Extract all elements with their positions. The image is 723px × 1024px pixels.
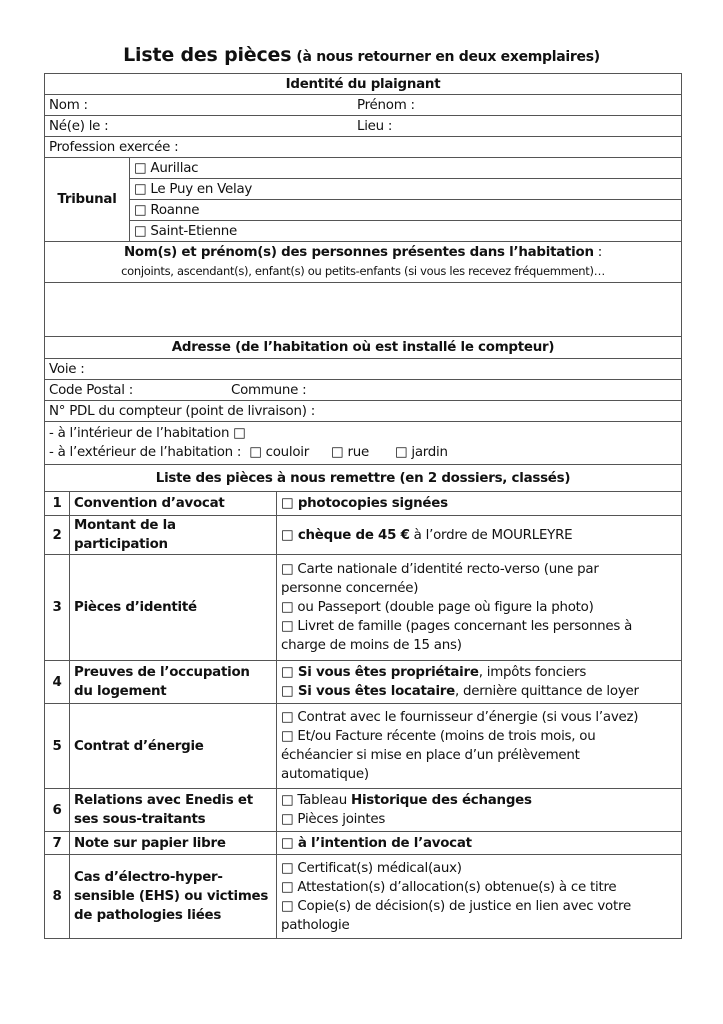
piece-description-line — [281, 897, 677, 916]
title-note: (à nous retourner en deux exemplaires) — [296, 49, 600, 65]
piece-number: 5 — [45, 704, 70, 789]
piece-checkbox-option[interactable]: □ Carte nationale d’identité recto-verso (une par — [281, 562, 599, 577]
code-postal-field[interactable]: Code Postal : — [49, 382, 133, 398]
option-rue[interactable]: □ rue — [331, 445, 369, 460]
piece-text: charge de moins de 15 ans) — [281, 638, 462, 653]
personnes-subtitle: conjoints, ascendant(s), enfant(s) ou petits-enfants (si vous les recevez fréquemment)… — [121, 264, 605, 278]
title-main: Liste des pièces — [123, 44, 292, 66]
piece-text: , dernière quittance de loyer — [454, 684, 639, 699]
piece-checkbox-option[interactable]: □ Si vous êtes propriétaire — [281, 665, 479, 680]
piece-description-line — [281, 682, 677, 701]
naissance-row — [45, 116, 682, 137]
code-postal-row — [45, 380, 682, 401]
option-jardin[interactable]: □ jardin — [394, 445, 448, 460]
piece-description — [277, 789, 682, 832]
piece-label: Pièces d’identité — [70, 555, 277, 661]
piece-checkbox-option[interactable]: □ Si vous êtes locataire — [281, 684, 455, 699]
piece-label: Montant de la participation — [70, 516, 277, 555]
pieces-header: Liste des pièces à nous remettre (en 2 dossiers, classés) — [45, 465, 682, 492]
piece-description-line — [281, 834, 677, 853]
personnes-header-cell — [45, 242, 682, 283]
piece-checkbox-option[interactable]: □ chèque de 45 € — [281, 527, 410, 543]
piece-checkbox-option[interactable]: □ Livret de famille (pages concernant les personnes à — [281, 619, 633, 634]
piece-description-line — [281, 916, 677, 935]
piece-description-line — [281, 494, 677, 513]
tribunal-option-aurillac[interactable]: □ Aurillac — [130, 158, 682, 179]
personnes-header: Nom(s) et prénom(s) des personnes présentes dans l’habitation — [123, 245, 594, 260]
piece-label: Preuves de l’occupation du logement — [70, 661, 277, 704]
piece-text: automatique) — [281, 767, 369, 782]
piece-number: 2 — [45, 516, 70, 555]
piece-row — [45, 855, 682, 939]
piece-description-line — [281, 560, 677, 579]
nom-field[interactable]: Nom : — [49, 97, 88, 113]
prenom-field[interactable]: Prénom : — [357, 97, 415, 113]
commune-field[interactable]: Commune : — [231, 382, 307, 398]
piece-text: à l’ordre de MOURLEYRE — [409, 527, 573, 543]
piece-description-line — [281, 617, 677, 636]
piece-text: échéancier si mise en place d’un prélèvement — [281, 748, 580, 763]
piece-text: Historique des échanges — [350, 793, 532, 808]
nele-field[interactable]: Né(e) le : — [49, 118, 109, 134]
piece-row — [45, 555, 682, 661]
piece-text: , impôts fonciers — [478, 665, 587, 680]
piece-description-line — [281, 791, 677, 810]
piece-label: Note sur papier libre — [70, 832, 277, 855]
option-couloir[interactable]: □ couloir — [249, 445, 310, 460]
piece-row — [45, 704, 682, 789]
piece-checkbox-option[interactable]: □ Tableau — [281, 793, 351, 808]
piece-description-line — [281, 663, 677, 682]
piece-description-line — [281, 878, 677, 897]
tribunal-label: Tribunal — [45, 158, 130, 242]
identite-header: Identité du plaignant — [45, 74, 682, 95]
piece-text: pathologie — [281, 917, 350, 933]
piece-checkbox-option[interactable]: □ Contrat avec le fournisseur d’énergie (si vous l’avez) — [281, 710, 639, 725]
lieu-field[interactable]: Lieu : — [357, 118, 393, 134]
pdl-field[interactable]: N° PDL du compteur (point de livraison) : — [45, 401, 682, 422]
personnes-header-colon: : — [593, 245, 603, 260]
adresse-header: Adresse (de l’habitation où est installé le compteur) — [45, 337, 682, 359]
profession-field[interactable]: Profession exercée : — [45, 137, 682, 158]
piece-row — [45, 661, 682, 704]
nom-prenom-row — [45, 95, 682, 116]
piece-number: 4 — [45, 661, 70, 704]
piece-description — [277, 555, 682, 661]
piece-description — [277, 516, 682, 555]
exterieur-label: - à l’extérieur de l’habitation : — [49, 445, 242, 460]
piece-description-line — [281, 526, 677, 545]
piece-description — [277, 661, 682, 704]
piece-checkbox-option[interactable]: □ Copie(s) de décision(s) de justice en lien avec votre — [281, 898, 631, 914]
piece-checkbox-option[interactable]: □ photocopies signées — [281, 496, 448, 511]
piece-description-line — [281, 708, 677, 727]
piece-number: 6 — [45, 789, 70, 832]
piece-label: Convention d’avocat — [70, 492, 277, 516]
piece-checkbox-option[interactable]: □ Et/ou Facture récente (moins de trois mois, ou — [281, 729, 596, 744]
piece-description — [277, 704, 682, 789]
interieur-option[interactable]: - à l’intérieur de l’habitation □ — [49, 426, 246, 441]
piece-row — [45, 516, 682, 555]
piece-number: 1 — [45, 492, 70, 516]
pieces-list — [45, 492, 682, 939]
piece-description-line — [281, 810, 677, 829]
piece-description — [277, 832, 682, 855]
piece-description-line — [281, 579, 677, 598]
piece-number: 8 — [45, 855, 70, 939]
piece-checkbox-option[interactable]: □ ou Passeport (double page où figure la photo) — [281, 600, 594, 615]
piece-description — [277, 855, 682, 939]
piece-label: Contrat d’énergie — [70, 704, 277, 789]
piece-checkbox-option[interactable]: □ Pièces jointes — [281, 812, 386, 827]
emplacement-compteur — [45, 422, 682, 465]
piece-description-line — [281, 636, 677, 655]
voie-field[interactable]: Voie : — [45, 359, 682, 380]
piece-text: personne concernée) — [281, 581, 419, 596]
piece-row — [45, 832, 682, 855]
piece-row — [45, 789, 682, 832]
tribunal-option-le-puy[interactable]: □ Le Puy en Velay — [130, 179, 682, 200]
piece-description-line — [281, 765, 677, 784]
piece-description — [277, 492, 682, 516]
piece-description-line — [281, 746, 677, 765]
page-title — [0, 44, 723, 66]
piece-description-line — [281, 727, 677, 746]
piece-row — [45, 492, 682, 516]
piece-label: Relations avec Enedis et ses sous-traitants — [70, 789, 277, 832]
form-table — [44, 73, 682, 939]
exterieur-row — [49, 443, 677, 462]
tribunal-option-saint-etienne[interactable]: □ Saint-Etienne — [130, 221, 682, 242]
piece-number: 7 — [45, 832, 70, 855]
piece-description-line — [281, 859, 677, 878]
piece-description-line — [281, 598, 677, 617]
piece-number: 3 — [45, 555, 70, 661]
piece-checkbox-option[interactable]: □ Attestation(s) d’allocation(s) obtenue(s) à ce titre — [281, 879, 617, 895]
piece-label: Cas d’électro-hyper-sensible (EHS) ou victimes de pathologies liées — [70, 855, 277, 939]
piece-checkbox-option[interactable]: □ à l’intention de l’avocat — [281, 835, 472, 851]
tribunal-option-roanne[interactable]: □ Roanne — [130, 200, 682, 221]
personnes-input-area[interactable] — [45, 283, 682, 337]
piece-checkbox-option[interactable]: □ Certificat(s) médical(aux) — [281, 860, 462, 876]
